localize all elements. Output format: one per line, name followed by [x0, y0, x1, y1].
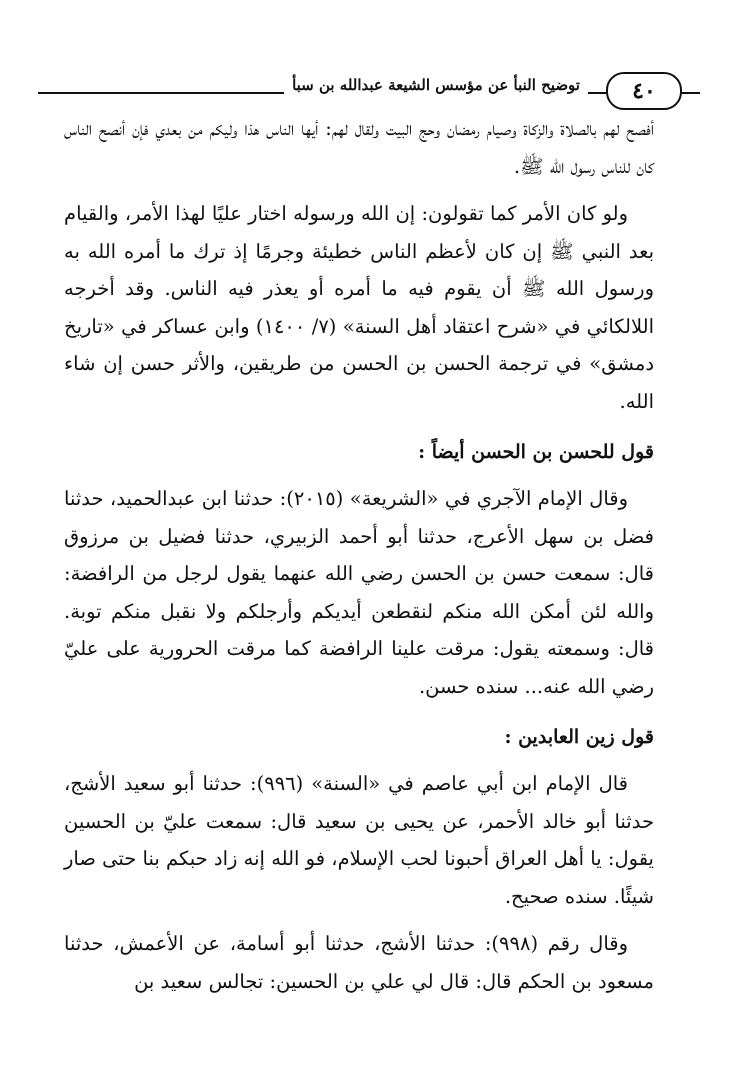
paragraph-1: أفصح لهم بالصلاة والزكاة وصيام رمضان وحج البيت ولقال لهم: أيها الناس هذا وليكم من بعدي فإن أنصح الناس كان للناس رسول الله ﷺ.: [64, 117, 654, 178]
paragraph-3: وقال الإمام الآجري في «الشريعة» (٢٠١٥): حدثنا ابن عبدالحميد، حدثنا فضل بن سهل الأعرج، حدثنا أبو أحمد الزبيري، حدثنا فضيل بن مرزوق قال: سمعت حسن بن الحسن رضي الله عنهما يقول لرجل من الرافضة: والله لئن أمكن الله منكم لنقطعن أيديكم وأرجلكم ولا نقبل منكم توبة. قال: وسمعته يقول: مرقت علينا الرافضة كما مرقت الحرورية على عليّ رضي الله عنه... سنده حسن.: [64, 487, 654, 698]
paragraph-5: وقال رقم (٩٩٨): حدثنا الأشج، حدثنا أبو أسامة، عن الأعمش، حدثنا مسعود بن الحكم قال: قال لي علي بن الحسين: تجالس سعيد بن: [64, 932, 654, 993]
running-header: [38, 68, 700, 108]
page-number: ٤٠: [606, 72, 682, 110]
page-body: [64, 110, 654, 1000]
paragraph-2: ولو كان الأمر كما تقولون: إن الله ورسوله اختار عليًا لهذا الأمر، والقيام بعد النبي ﷺ إن كان لأعظم الناس خطيئة وجرمًا إذ ترك ما أمره الله به ورسول الله ﷺ أن يقوم فيه ما أمره أو يعذر فيه الناس. وقد أخرجه اللالكائي في «شرح اعتقاد أهل السنة» (٧/ ١٤٠٠) وابن عساكر في «تاريخ دمشق» في ترجمة الحسن بن الحسن من طريقين، والأثر حسن إن شاء الله.: [64, 202, 654, 413]
section-heading-hasan: قول للحسن بن الحسن أيضاً :: [418, 441, 654, 463]
paragraph-4: قال الإمام ابن أبي عاصم في «السنة» (٩٩٦): حدثنا أبو سعيد الأشج، حدثنا أبو خالد الأحمر، عن يحيى بن سعيد قال: سمعت عليّ بن الحسين يقول: يا أهل العراق أحبونا لحب الإسلام، فو الله إنه زاد حبكم بنا حتى صار شيئًا. سنده صحيح.: [64, 772, 654, 908]
book-title: توضيح النبأ عن مؤسس الشيعة عبدالله بن سبأ: [284, 68, 588, 102]
section-heading-zain: قول زين العابدين :: [504, 726, 654, 748]
